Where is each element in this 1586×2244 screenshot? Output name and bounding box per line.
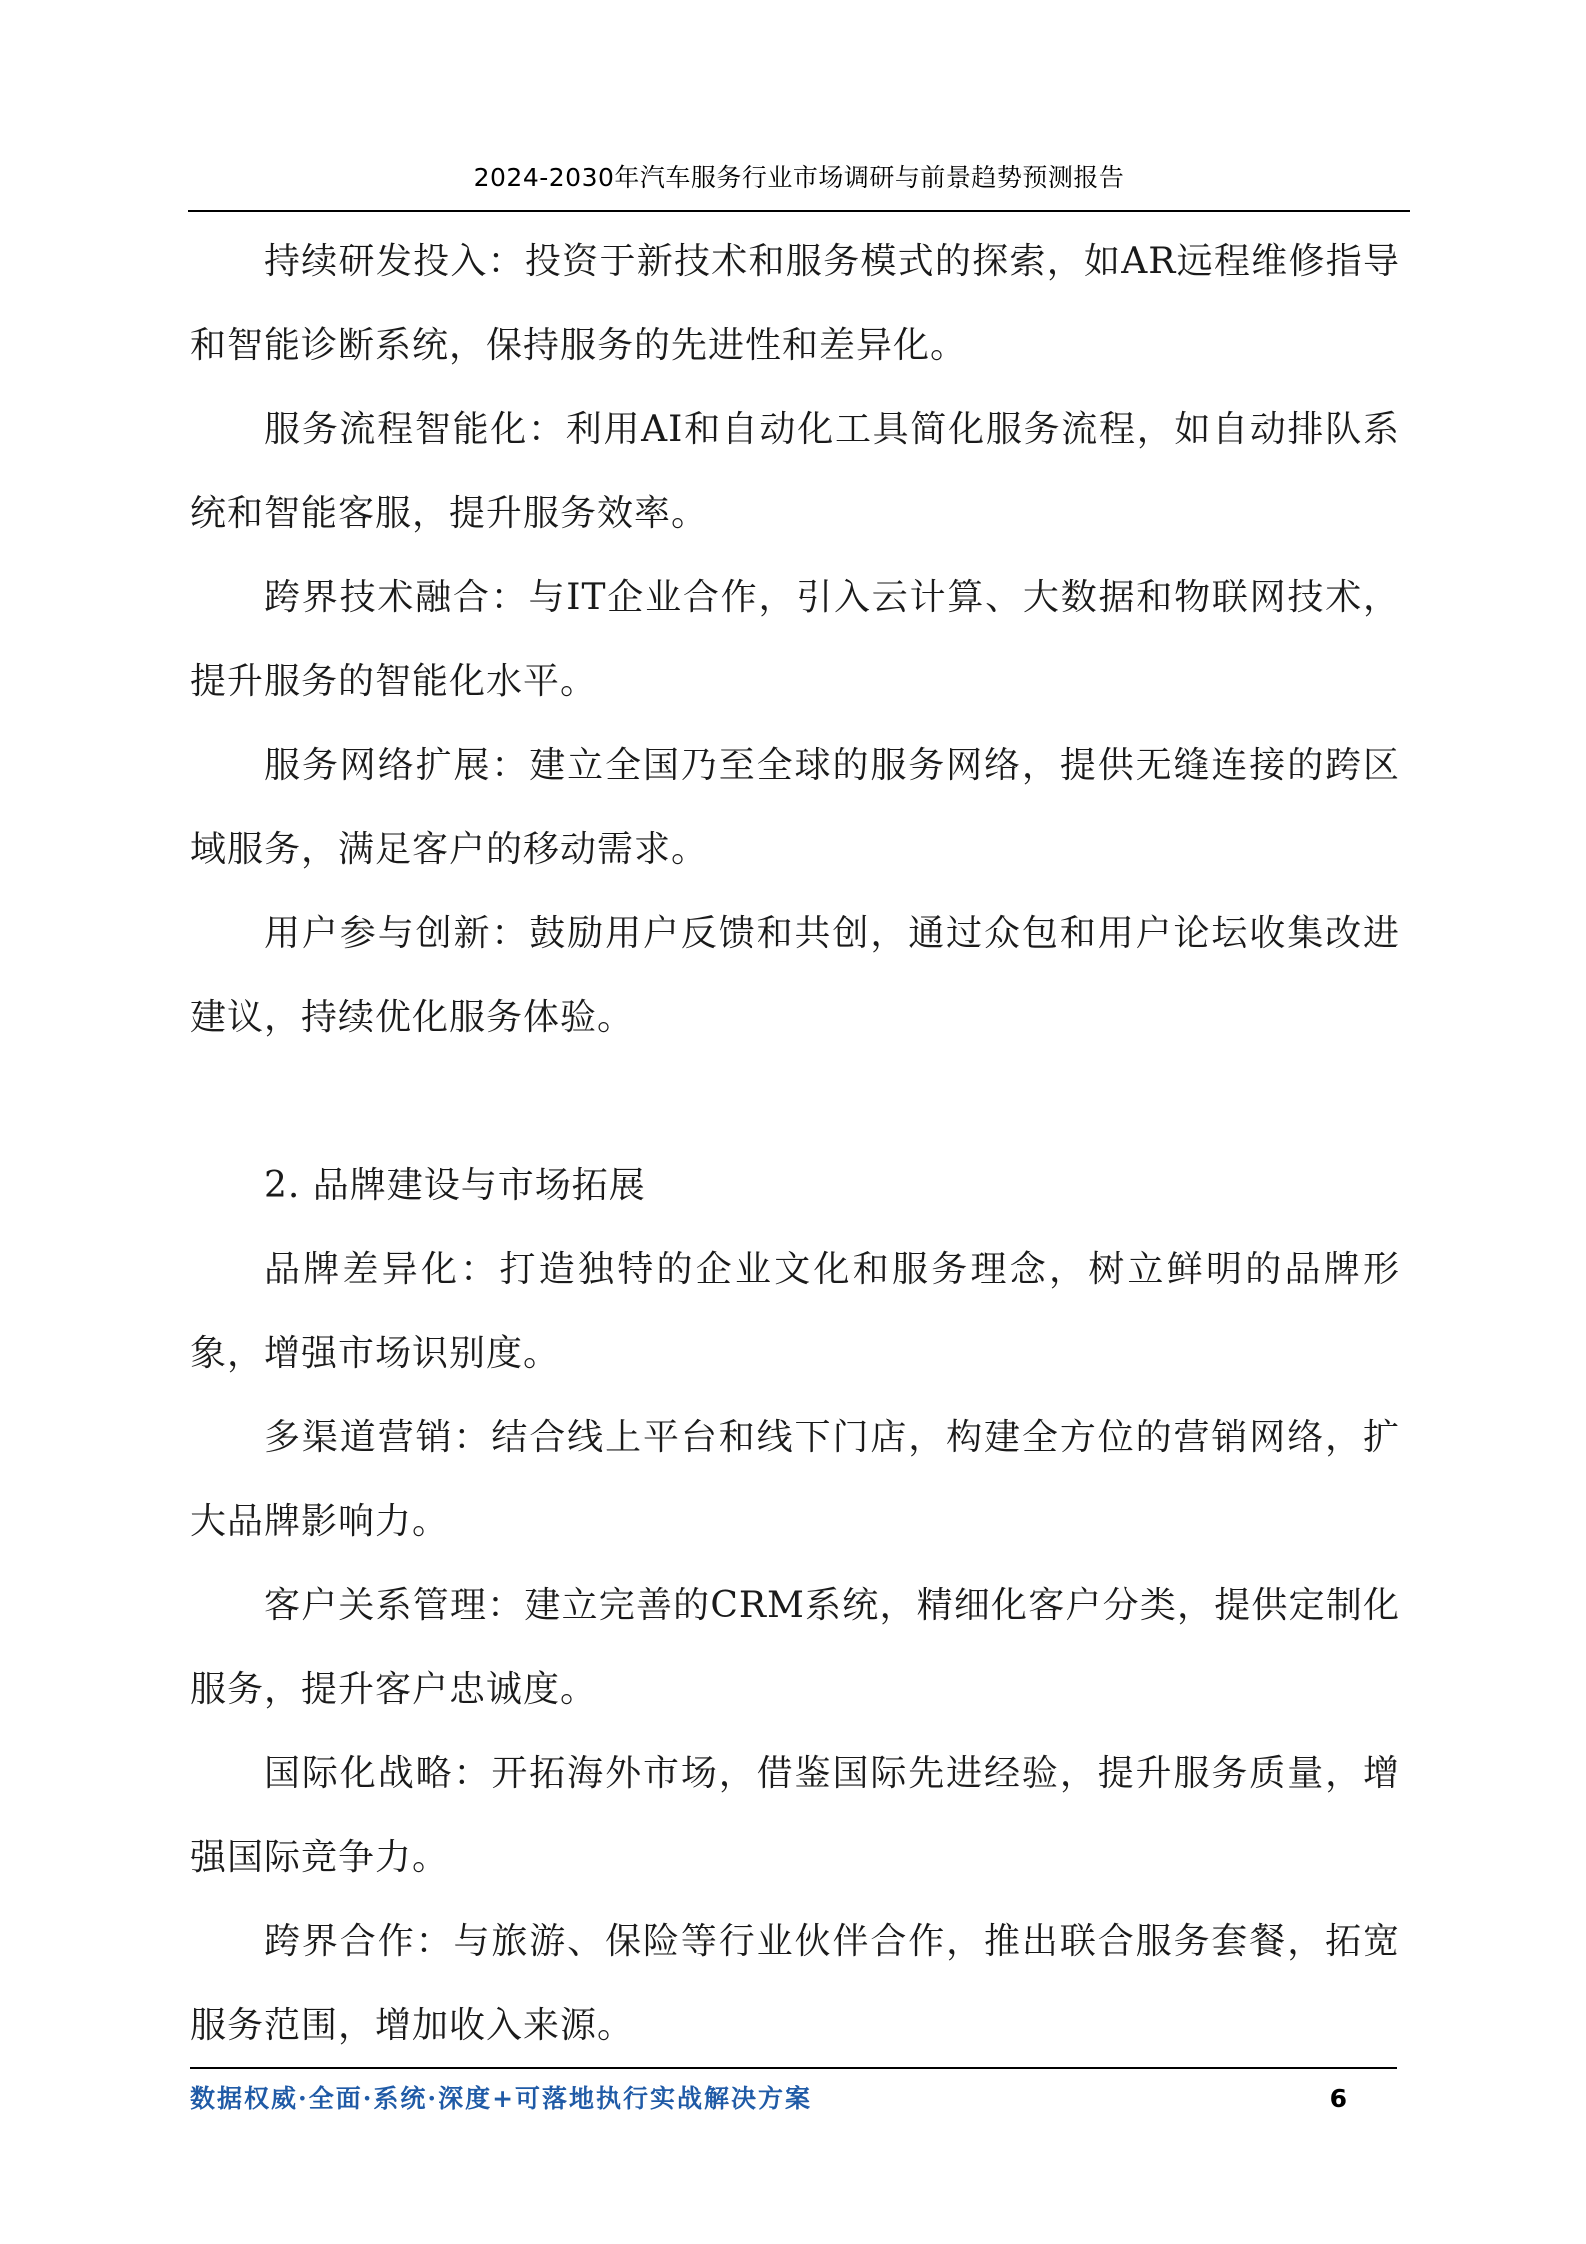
paragraph-cross-industry: 跨界合作：与旅游、保险等行业伙伴合作，推出联合服务套餐，拓宽服务范围，增加收入来源。 [190, 1921, 1400, 2046]
paragraph-brand-differentiation: 品牌差异化：打造独特的企业文化和服务理念，树立鲜明的品牌形象，增强市场识别度。 [190, 1249, 1400, 1374]
paragraph-internationalization: 国际化战略：开拓海外市场，借鉴国际先进经验，提升服务质量，增强国际竞争力。 [190, 1753, 1400, 1878]
section-spacer [190, 1060, 1400, 1144]
page-footer [190, 2067, 1397, 2113]
paragraph-crm: 客户关系管理：建立完善的CRM系统，精细化客户分类，提供定制化服务，提升客户忠诚度。 [190, 1585, 1400, 1710]
paragraph-tech-fusion: 跨界技术融合：与IT企业合作，引入云计算、大数据和物联网技术，提升服务的智能化水平。 [190, 577, 1400, 702]
paragraph-process-automation: 服务流程智能化：利用AI和自动化工具简化服务流程，如自动排队系统和智能客服，提升服务效率。 [190, 409, 1400, 534]
report-title: 2024-2030年汽车服务行业市场调研与前景趋势预测报告 [473, 163, 1125, 192]
report-body [190, 220, 1400, 2068]
page-header [188, 160, 1410, 212]
section-heading: 2. 品牌建设与市场拓展 [264, 1165, 646, 1206]
paragraph-user-innovation: 用户参与创新：鼓励用户反馈和共创，通过众包和用户论坛收集改进建议，持续优化服务体验。 [190, 913, 1400, 1038]
page-number: 6 [1329, 2084, 1347, 2113]
paragraph-multichannel-marketing: 多渠道营销：结合线上平台和线下门店，构建全方位的营销网络，扩大品牌影响力。 [190, 1417, 1400, 1542]
footer-slogan: 数据权威·全面·系统·深度+可落地执行实战解决方案 [190, 2084, 813, 2113]
paragraph-rd-investment: 持续研发投入：投资于新技术和服务模式的探索，如AR远程维修指导和智能诊断系统，保持服务的先进性和差异化。 [190, 241, 1400, 366]
paragraph-network-expansion: 服务网络扩展：建立全国乃至全球的服务网络，提供无缝连接的跨区域服务，满足客户的移动需求。 [190, 745, 1400, 870]
